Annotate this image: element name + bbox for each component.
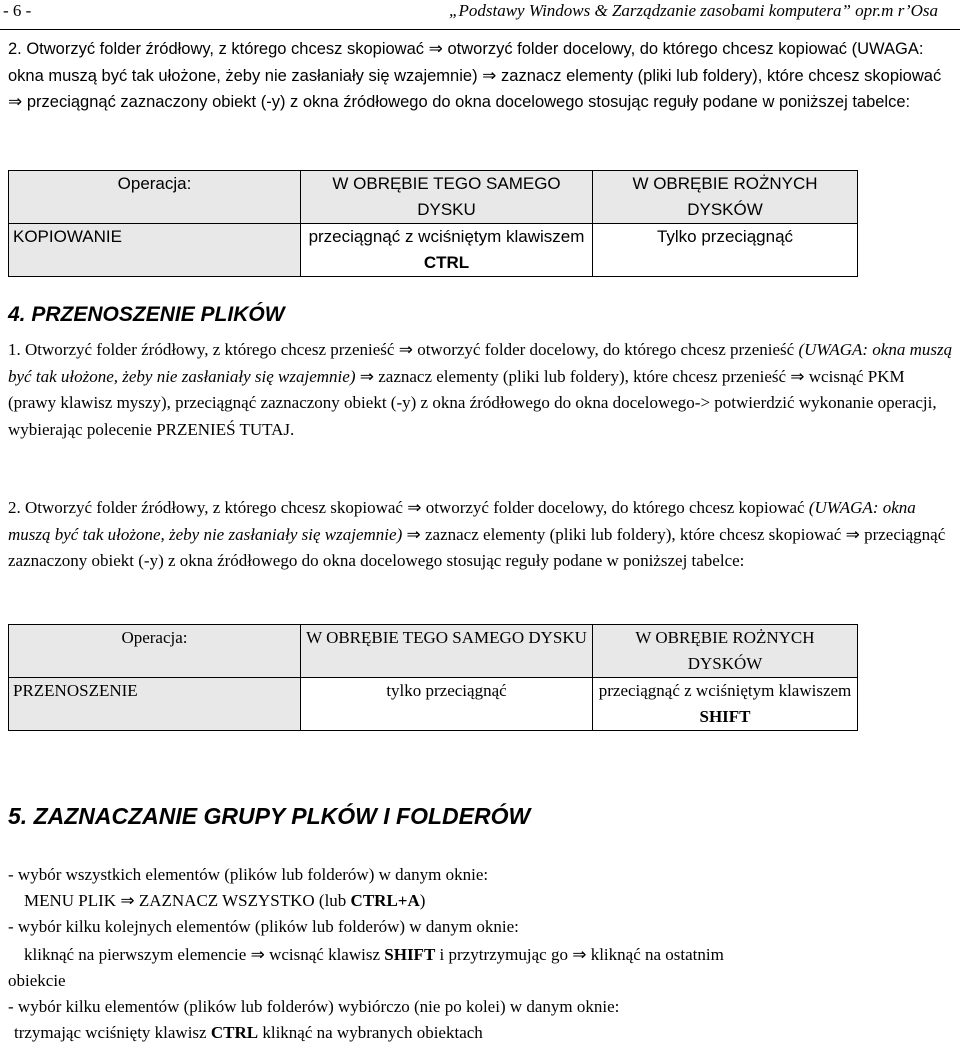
move-paragraph-1: 1. Otworzyć folder źródłowy, z którego chcesz przenieść ⇒ otworzyć folder docelowy, do którego chcesz przenieść (UWAGA: okna muszą być tak ułożone, żeby nie zasłaniały się wzajemnie) ⇒ zaznacz elementy (pliki lub foldery), które chcesz przenieść ⇒ wcisnąć PKM (prawy klawisz myszy), przeciągnąć zaznaczony obiekt (-y) z okna źródłowego do okna docelowego-> potwierdzić wykonanie operacji, wybierając polecenie PRZENIEŚ TUTAJ. <box>8 340 953 440</box>
implies-arrow-icon: ⇒ <box>8 92 23 113</box>
implies-arrow-icon: ⇒ <box>398 340 413 360</box>
document-title: „Podstawy Windows & Zarządzanie zasobami komputera” opr.m r’Osa <box>449 1 938 20</box>
copy-intro-paragraph <box>8 36 953 116</box>
table-cell-move-different: przeciągnąć z wciśniętym klawiszem SHIFT <box>593 678 858 731</box>
select-scattered-heading: - wybór kilku elementów (plików lub folderów) wybiórczo (nie po kolei) w danym oknie: <box>8 997 620 1016</box>
select-range-instruction-cont: obiekcie <box>8 971 66 990</box>
table-cell-copy-different: Tylko przeciągnąć <box>593 224 858 277</box>
copy-step-3: zaznacz elementy (pliki lub foldery), które chcesz skopiować <box>501 66 942 85</box>
move-paragraph-2: 2. Otworzyć folder źródłowy, z którego chcesz skopiować ⇒ otworzyć folder docelowy, do którego chcesz kopiować (UWAGA: okna muszą być tak ułożone, żeby nie zasłaniały się wzajemnie) ⇒ zaznacz elementy (pliki lub foldery), które chcesz skopiować ⇒ przeciągnąć zaznaczony obiekt (-y) z okna źródłowego do okna docelowego stosując reguły podane w poniższej tabelce: <box>8 498 946 571</box>
section-5-title: 5. ZAZNACZANIE GRUPY PLKÓW I FOLDERÓW <box>8 803 531 829</box>
select-all-heading: - wybór wszystkich elementów (plików lub folderów) w danym oknie: <box>8 865 489 884</box>
implies-arrow-icon: ⇒ <box>482 65 497 86</box>
implies-arrow-icon: ⇒ <box>790 366 805 387</box>
table-cell-move-same: tylko przeciągnąć <box>301 678 593 731</box>
select-range-heading: - wybór kilku kolejnych elementów (plików lub folderów) w danym oknie: <box>8 917 519 936</box>
implies-arrow-icon: ⇒ <box>407 498 422 518</box>
implies-arrow-icon: ⇒ <box>572 945 587 965</box>
table-header-same-disk: W OBRĘBIE TEGO SAMEGO DYSKU <box>301 625 593 678</box>
table-cell-copy-same: przeciągnąć z wciśniętym klawiszem CTRL <box>301 224 593 277</box>
table-header-operation: Operacja: <box>9 625 301 678</box>
page-number: - 6 - <box>3 1 32 20</box>
table-header-same-disk: W OBRĘBIE TEGO SAMEGO DYSKU <box>301 171 593 224</box>
implies-arrow-icon: ⇒ <box>845 524 860 545</box>
copy-rules-table <box>8 170 858 277</box>
copy-step-4: przeciągnąć zaznaczony obiekt (-y) z okna źródłowego do okna docelowego stosując reguły podane w poniższej tabelce: <box>26 93 911 112</box>
copy-step-2: otworzyć folder docelowy, do którego chcesz kopiować (UWAGA: okna muszą być tak ułożone, żeby nie zasłaniały się wzajemnie) <box>8 40 924 85</box>
copy-step-1: 2. Otworzyć folder źródłowy, z którego chcesz skopiować <box>8 40 425 58</box>
table-header-operation: Operacja: <box>9 171 301 224</box>
implies-arrow-icon: ⇒ <box>359 366 374 387</box>
section-4-title: 4. PRZENOSZENIE PLIKÓW <box>8 303 285 326</box>
table-cell-move: PRZENOSZENIE <box>9 678 301 731</box>
table-cell-copy: KOPIOWANIE <box>9 224 301 277</box>
select-scattered-instruction: trzymając wciśnięty klawisz CTRL kliknąć na wybranych obiektach <box>14 1023 483 1042</box>
select-all-instruction: MENU PLIK ⇒ ZAZNACZ WSZYSTKO (lub CTRL+A) <box>24 891 426 911</box>
implies-arrow-icon: ⇒ <box>120 891 135 911</box>
table-header-different-disks: W OBRĘBIE ROŻNYCH DYSKÓW <box>593 625 858 678</box>
implies-arrow-icon: ⇒ <box>406 524 421 545</box>
move-rules-table <box>8 624 858 731</box>
implies-arrow-icon: ⇒ <box>428 39 443 59</box>
page-header <box>0 0 960 30</box>
implies-arrow-icon: ⇒ <box>250 945 265 965</box>
select-range-instruction: kliknąć na pierwszym elemencie ⇒ wcisnąć klawisz SHIFT i przytrzymując go ⇒ kliknąć na ostatnim <box>24 945 724 965</box>
table-header-different-disks: W OBRĘBIE ROŻNYCH DYSKÓW <box>593 171 858 224</box>
